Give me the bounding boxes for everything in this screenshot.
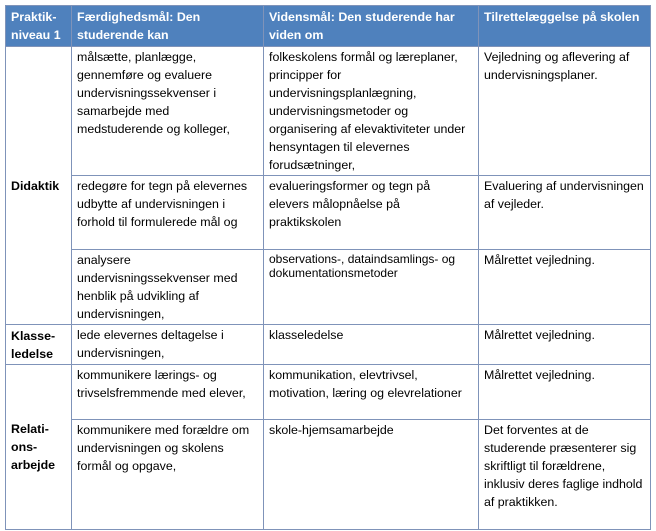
header-level	[6, 6, 72, 47]
header-viden	[264, 6, 479, 47]
tilrettelaeggelse-cell: Vejledning og aflevering af undervisningsplaner.	[479, 47, 651, 176]
tilrettelaeggelse-cell: Det forventes at de studerende præsenterer sig skriftligt til forældrene, inklusiv deres faglige indhold af praktikken.	[479, 420, 651, 530]
faerdighed-cell: lede elevernes deltagelse i undervisningen,	[72, 325, 264, 365]
header-row	[6, 6, 651, 47]
faerdighed-cell: kommunikere lærings- og trivselsfremmende med elever,	[72, 365, 264, 420]
level-cell-didaktik	[6, 47, 72, 325]
header-tilrettelaeggelse	[479, 6, 651, 47]
table-row	[6, 47, 651, 176]
level-cell-klasseledelse	[6, 325, 72, 365]
level-label: Klasse- ledelse	[11, 328, 56, 361]
tilrettelaeggelse-cell: Målrettet vejledning.	[479, 365, 651, 420]
tilrettelaeggelse-cell: Målrettet vejledning.	[479, 325, 651, 365]
faerdighed-cell: kommunikere med forældre om undervisningen og skolens formål og opgave,	[72, 420, 264, 530]
level-cell-relationsarbejde	[6, 365, 72, 530]
header-faerdighed	[72, 6, 264, 47]
table-row	[6, 420, 651, 530]
level-label: Didaktik	[11, 178, 60, 193]
header-viden-text: Vidensmål: Den studerende har viden om	[269, 10, 455, 42]
viden-cell: klasseledelse	[264, 325, 479, 365]
header-tilrettelaeggelse-text: Tilrettelæggelse på skolen	[484, 10, 640, 24]
table-row	[6, 365, 651, 420]
level-label: Relati- ons- arbejde	[11, 422, 56, 472]
viden-cell: observations-, dataindsamlings- og dokumentationsmetoder	[264, 250, 479, 325]
viden-cell: kommunikation, elevtrivsel, motivation, læring og elevrelationer	[264, 365, 479, 420]
praktik-table	[5, 5, 651, 530]
table-row	[6, 176, 651, 250]
viden-cell: folkeskolens formål og læreplaner, principper for undervisningsplanlægning, undervisningsmetoder og organisering af elevaktiviteter under hensyntagen til elevernes forudsætninger,	[264, 47, 479, 176]
faerdighed-cell: analysere undervisningssekvenser med henblik på udvikling af undervisningen,	[72, 250, 264, 325]
faerdighed-cell: målsætte, planlægge, gennemføre og evaluere undervisningssekvenser i samarbejde med medstuderende og kolleger,	[72, 47, 264, 176]
tilrettelaeggelse-cell: Målrettet vejledning.	[479, 250, 651, 325]
table-row	[6, 250, 651, 325]
faerdighed-cell: redegøre for tegn på elevernes udbytte af undervisningen i forhold til formulerede mål og	[72, 176, 264, 250]
header-level-text: Praktik- niveau 1	[11, 10, 61, 42]
viden-cell: evalueringsformer og tegn på elevers målopnåelse på praktikskolen	[264, 176, 479, 250]
viden-cell: skole-hjemsamarbejde	[264, 420, 479, 530]
table-row	[6, 325, 651, 365]
tilrettelaeggelse-cell: Evaluering af undervisningen af vejleder.	[479, 176, 651, 250]
header-faerdighed-text: Færdighedsmål: Den studerende kan	[77, 10, 201, 42]
